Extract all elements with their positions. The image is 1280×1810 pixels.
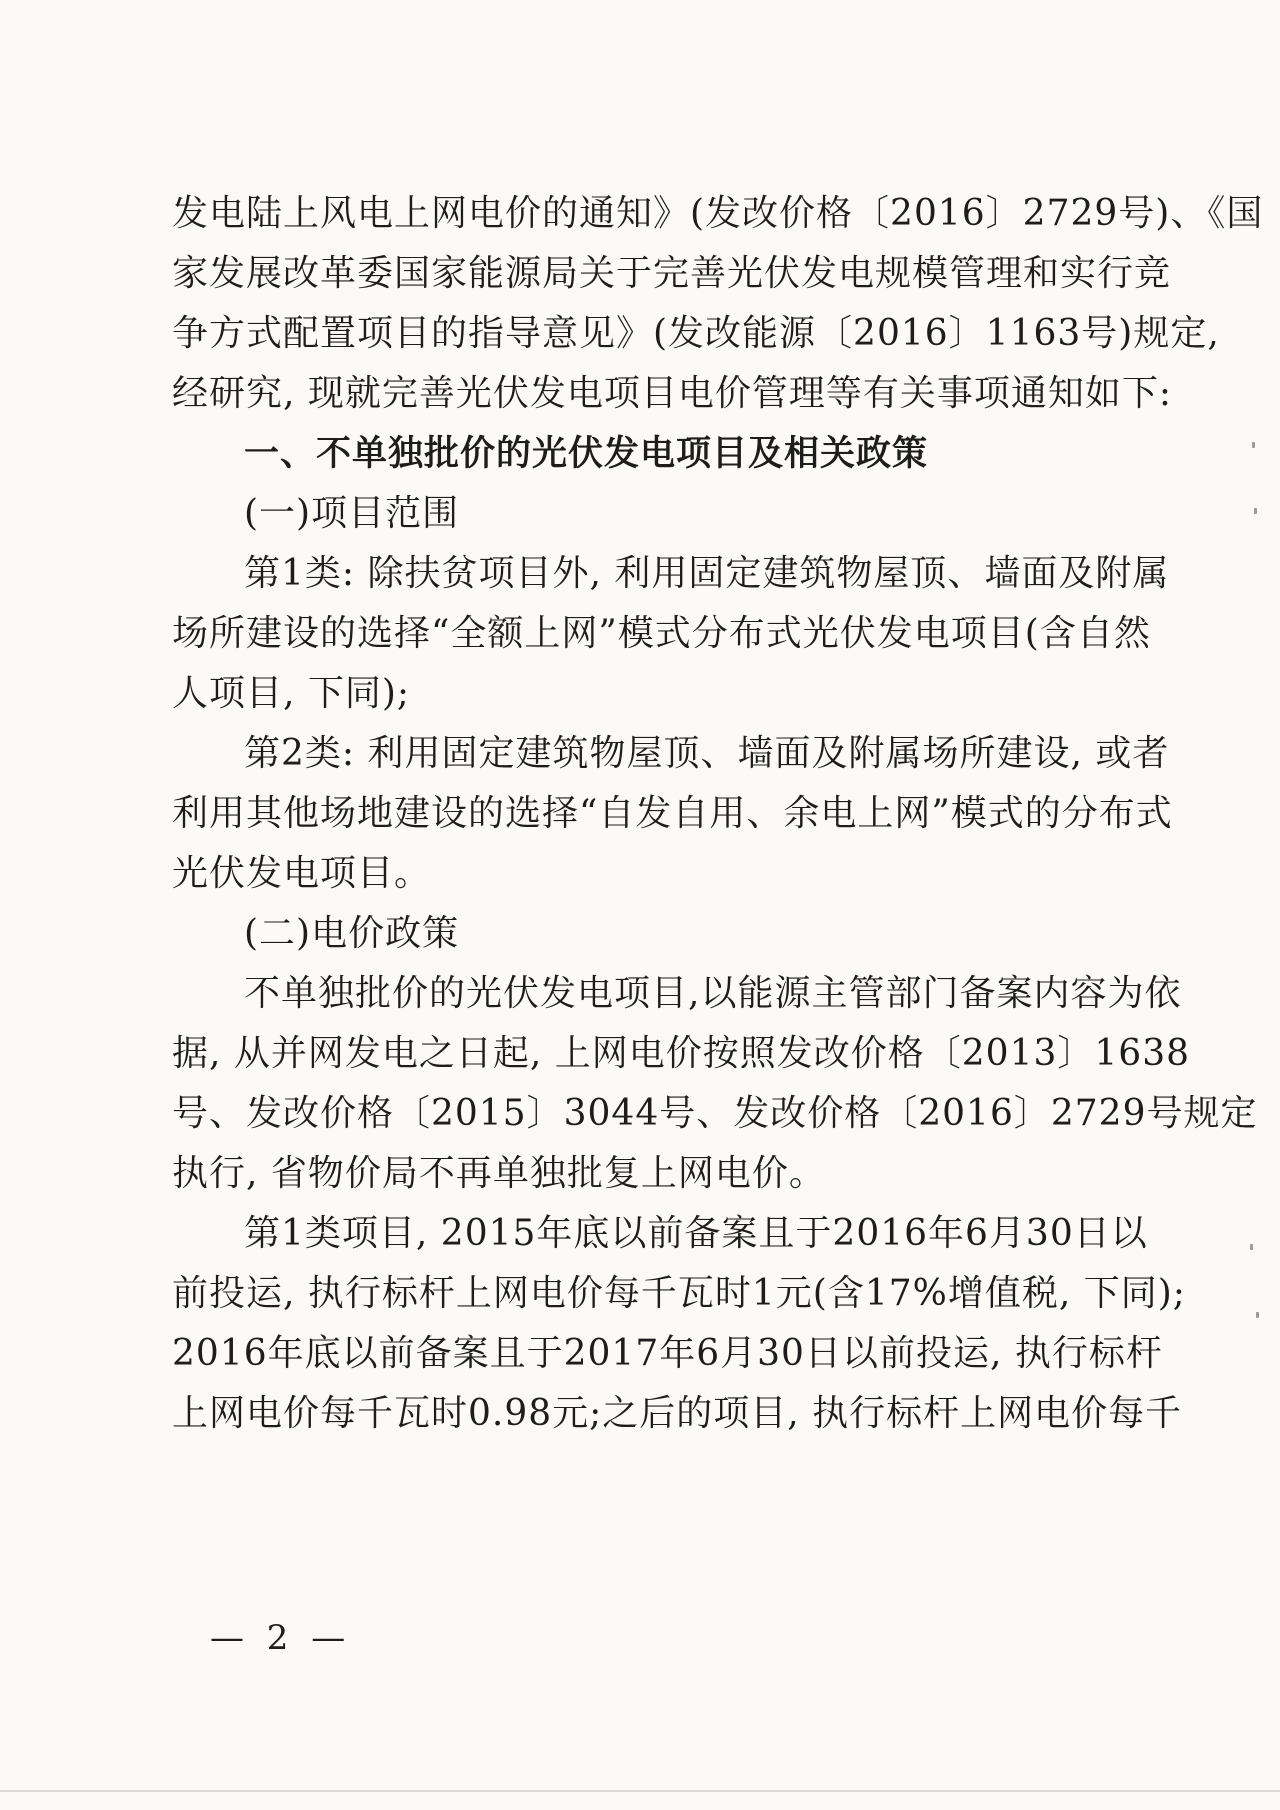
text-line: 发电陆上风电上网电价的通知》(发改价格〔2016〕2729号)、《国 (172, 193, 1264, 234)
text-line: 执行, 省物价局不再单独批复上网电价。 (172, 1153, 826, 1194)
text-line: 上网电价每千瓦时0.98元;之后的项目, 执行标杆上网电价每千 (172, 1393, 1183, 1434)
text-line: 光伏发电项目。 (172, 853, 432, 894)
text-line: 不单独批价的光伏发电项目,以能源主管部门备案内容为依 (244, 973, 1182, 1014)
text-line: 场所建设的选择“全额上网”模式分布式光伏发电项目(含自然 (172, 613, 1151, 654)
scan-speck (1254, 508, 1257, 514)
scan-speck (1256, 1312, 1259, 1318)
text-line: 第1类: 除扶贫项目外, 利用固定建筑物屋顶、墙面及附属 (244, 553, 1170, 594)
text-line: 经研究, 现就完善光伏发电项目电价管理等有关事项通知如下: (172, 373, 1173, 414)
scan-speck (1252, 442, 1255, 448)
text-line: 家发展改革委国家能源局关于完善光伏发电规模管理和实行竞 (172, 253, 1172, 294)
document-body (172, 184, 1264, 1444)
text-line: 号、发改价格〔2015〕3044号、发改价格〔2016〕2729号规定 (172, 1093, 1258, 1134)
scan-speck (1250, 1244, 1253, 1250)
section-heading: 一、不单独批价的光伏发电项目及相关政策 (244, 434, 929, 474)
subsection-heading: (二)电价政策 (244, 913, 460, 954)
text-line: 争方式配置项目的指导意见》(发改能源〔2016〕1163号)规定, (172, 313, 1220, 354)
page-bottom-edge (0, 1790, 1280, 1792)
text-line: 人项目, 下同); (172, 673, 411, 714)
page-number: — 2 — (210, 1618, 352, 1658)
subsection-heading: (一)项目范围 (244, 493, 460, 534)
text-line: 第1类项目, 2015年底以前备案且于2016年6月30日以 (244, 1213, 1148, 1254)
text-line: 据, 从并网发电之日起, 上网电价按照发改价格〔2013〕1638 (172, 1033, 1191, 1074)
text-line: 前投运, 执行标杆上网电价每千瓦时1元(含17%增值税, 下同); (172, 1273, 1186, 1314)
text-line: 利用其他场地建设的选择“自发自用、余电上网”模式的分布式 (172, 793, 1173, 834)
text-line: 第2类: 利用固定建筑物屋顶、墙面及附属场所建设, 或者 (244, 733, 1170, 774)
text-line: 2016年底以前备案且于2017年6月30日以前投运, 执行标杆 (172, 1333, 1163, 1374)
